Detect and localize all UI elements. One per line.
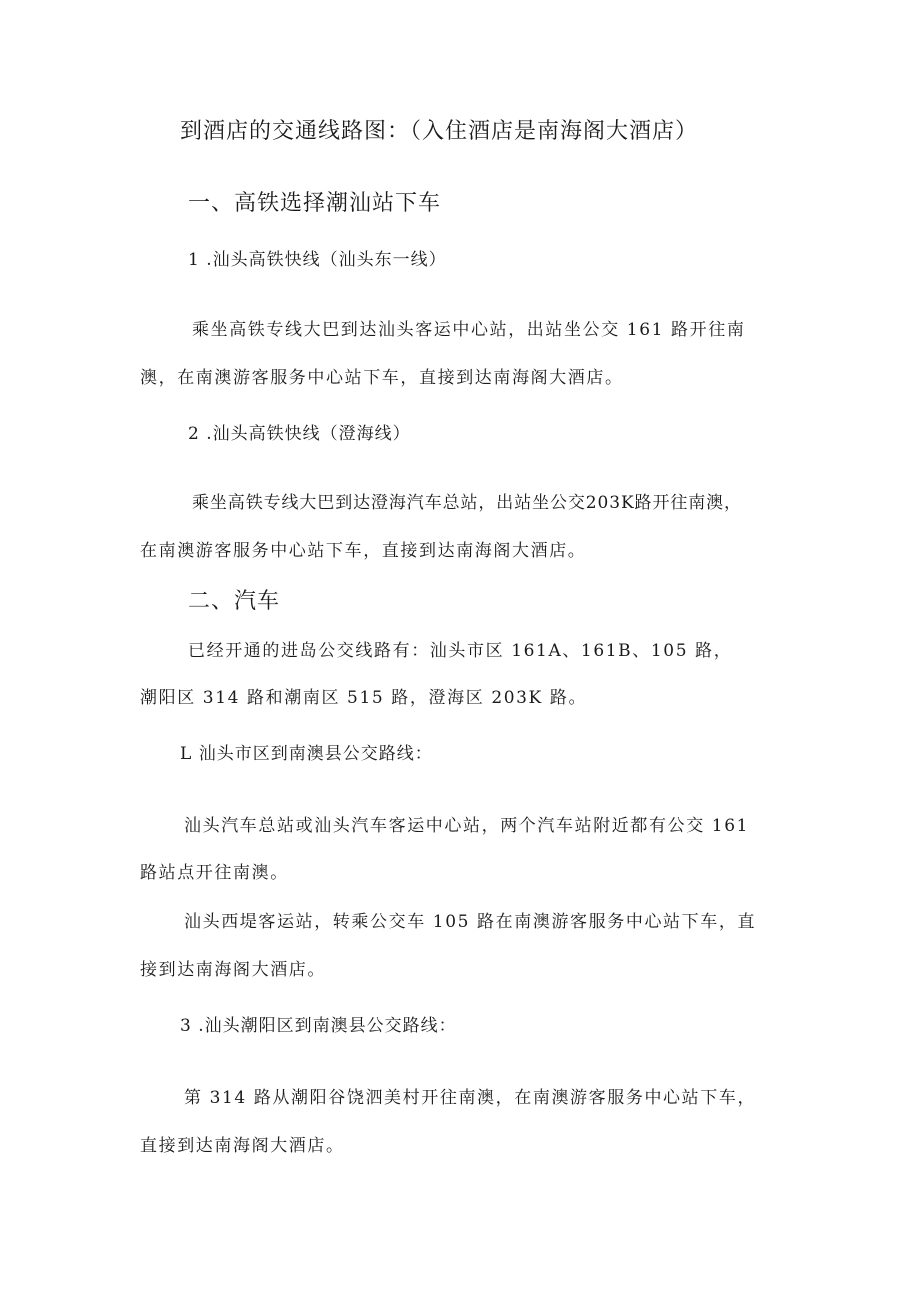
section2-route3-label: 3 .汕头潮阳区到南澳县公交路线： — [180, 1016, 457, 1036]
section1-route2-label: 2 .汕头高铁快线（澄海线） — [188, 424, 411, 444]
section1-route2-line2: 在南澳游客服务中心站下车，直接到达南海阁大酒店。 — [140, 541, 587, 561]
section2-intro-line1: 已经开通的进岛公交线路有：汕头市区 161A、161B、105 路， — [188, 641, 733, 661]
section1-route1-line2: 澳，在南澳游客服务中心站下车，直接到达南海阁大酒店。 — [140, 368, 624, 388]
section1-route1-label: 1 .汕头高铁快线（汕头东一线） — [188, 250, 447, 270]
section1-route1-line1: 乘坐高铁专线大巴到达汕头客运中心站，出站坐公交 161 路开往南 — [192, 320, 746, 340]
section2-route1-label: L 汕头市区到南澳县公交路线： — [180, 744, 433, 764]
section2-heading: 二、汽车 — [188, 589, 281, 614]
document-title: 到酒店的交通线路图：（入住酒店是南海阁大酒店） — [180, 119, 699, 144]
section2-intro-line2: 潮阳区 314 路和潮南区 515 路，澄海区 203K 路。 — [140, 688, 588, 708]
section2-route3-line2: 直接到达南海阁大酒店。 — [140, 1136, 345, 1156]
section1-heading: 一、高铁选择潮汕站下车 — [188, 191, 442, 216]
section2-route1-p2-line2: 接到达南海阁大酒店。 — [140, 960, 326, 980]
section2-route3-line1: 第 314 路从潮阳谷饶泗美村开往南澳，在南澳游客服务中心站下车， — [184, 1088, 757, 1108]
section2-route1-p2-line1: 汕头西堤客运站，转乘公交车 105 路在南澳游客服务中心站下车，直 — [184, 912, 757, 932]
section1-route2-line1: 乘坐高铁专线大巴到达澄海汽车总站，出站坐公交203K路开往南澳， — [192, 493, 742, 513]
section2-route1-p1-line1: 汕头汽车总站或汕头汽车客运中心站，两个汽车站附近都有公交 161 — [184, 816, 750, 836]
section2-route1-p1-line2: 路站点开往南澳。 — [140, 863, 289, 883]
